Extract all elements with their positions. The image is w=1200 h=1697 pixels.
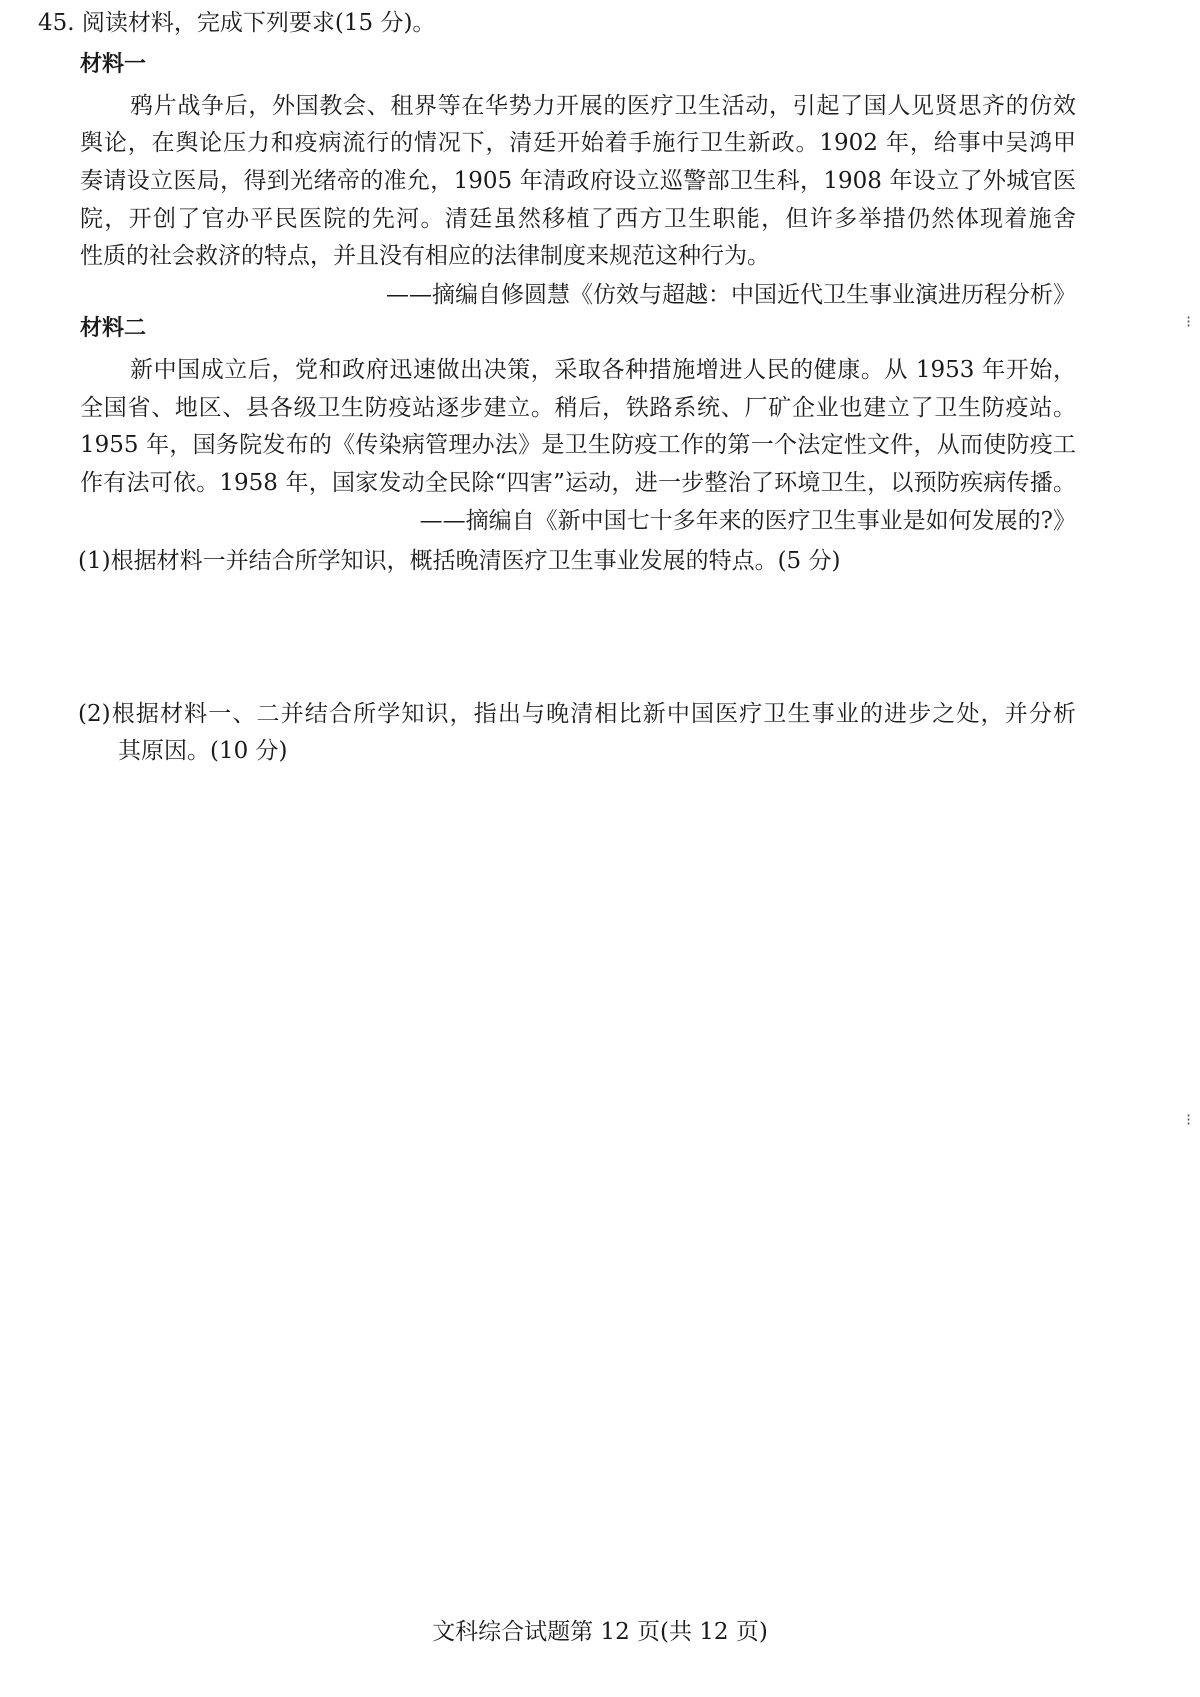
page-footer: 文科综合试题第 12 页(共 12 页) [432, 1619, 768, 1645]
edge-mark: ⁝ [1186, 1110, 1192, 1129]
sub-question-1: (1)根据材料一并结合所学知识，概括晚清医疗卫生事业发展的特点。(5 分) [78, 548, 841, 574]
material2-line-3: 1955 年，国务院发布的《传染病管理办法》是卫生防疫工作的第一个法定性文件，从而使防疫工 [80, 432, 1076, 458]
material2-line-4: 作有法可依。1958 年，国家发动全民除“四害”运动，进一步整治了环境卫生，以预防疾病传播。 [80, 470, 1076, 496]
material2-line-2: 全国省、地区、县各级卫生防疫站逐步建立。稍后，铁路系统、厂矿企业也建立了卫生防疫站。 [80, 395, 1076, 421]
material1-line-2: 舆论，在舆论压力和疫病流行的情况下，清廷开始着手施行卫生新政。1902 年，给事中吴鸿甲 [80, 130, 1076, 156]
material2-title: 材料二 [80, 316, 147, 341]
sub-question-2-line-2: 其原因。(10 分) [118, 738, 288, 764]
material1-line-4: 院，开创了官办平民医院的先河。清廷虽然移植了西方卫生职能，但许多举措仍然体现着施舍 [80, 206, 1076, 232]
material1-line-5: 性质的社会救济的特点，并且没有相应的法律制度来规范这种行为。 [80, 243, 770, 269]
sub-question-2-line-1: (2)根据材料一、二并结合所学知识，指出与晚清相比新中国医疗卫生事业的进步之处，并分析 [78, 701, 1076, 727]
question-header: 45. 阅读材料，完成下列要求(15 分)。 [38, 10, 436, 36]
edge-mark: ⁝ [1186, 312, 1192, 331]
material2-line-1: 新中国成立后，党和政府迅速做出决策，采取各种措施增进人民的健康。从 1953 年开始， [130, 357, 1076, 383]
material1-title: 材料一 [80, 52, 147, 77]
material1-source: ——摘编自修圆慧《仿效与超越：中国近代卫生事业演进历程分析》 [386, 282, 1076, 308]
material1-line-3: 奏请设立医局，得到光绪帝的准允，1905 年清政府设立巡警部卫生科，1908 年设立了外城官医 [80, 168, 1076, 194]
material1-line-1: 鸦片战争后，外国教会、租界等在华势力开展的医疗卫生活动，引起了国人见贤思齐的仿效 [130, 93, 1076, 119]
material2-source: ——摘编自《新中国七十多年来的医疗卫生事业是如何发展的?》 [419, 508, 1076, 534]
